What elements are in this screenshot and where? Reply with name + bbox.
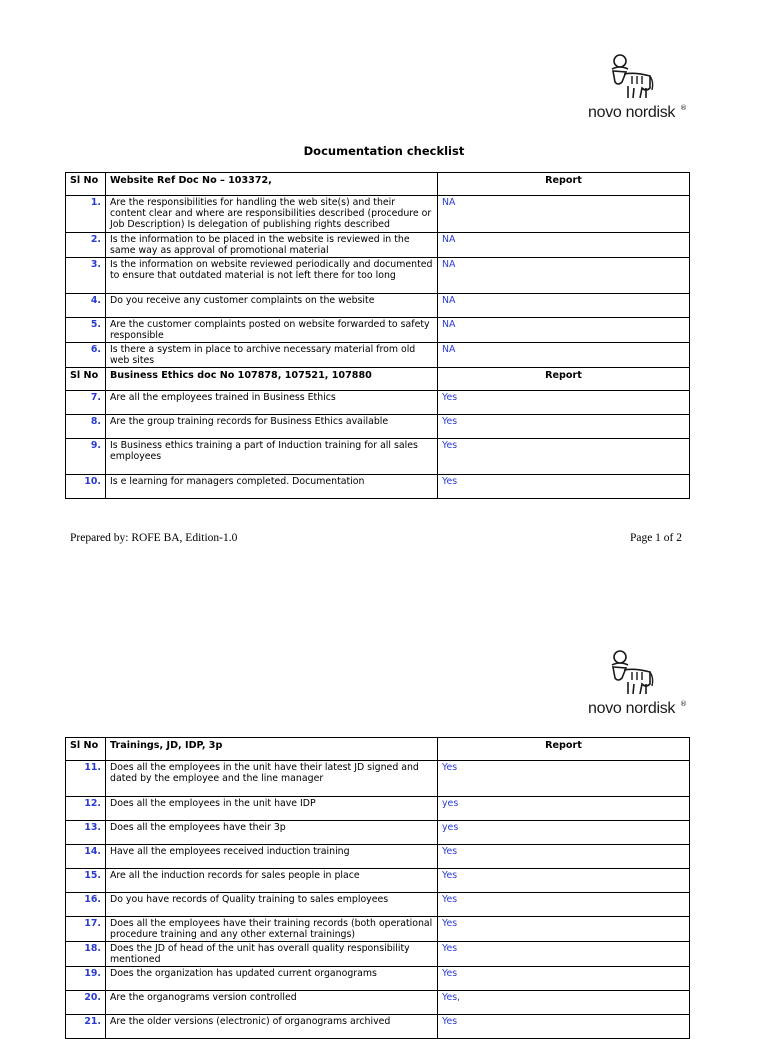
table-row [66,343,690,368]
row-question: Are the responsibilities for handling the web site(s) and their content clear and where are responsibilities described (procedure or Job Description) Is delegation of publishing rights described [106,196,438,233]
table-row [66,1015,690,1039]
row-question: Does all the employees in the unit have IDP [106,797,438,821]
prepared-by: Prepared by: ROFE BA, Edition-1.0 [70,532,238,544]
row-question: Are all the induction records for sales people in place [106,869,438,893]
row-answer: Yes [438,869,690,893]
table-header [66,368,690,391]
table-header [66,173,690,196]
table-row [66,991,690,1015]
row-question: Are the organograms version controlled [106,991,438,1015]
row-question: Does all the employees have their 3p [106,821,438,845]
table-row [66,797,690,821]
row-number: 21. [66,1015,106,1039]
row-answer: NA [438,294,690,318]
sl-no-header: Sl No [66,368,106,391]
row-number: 9. [66,439,106,475]
report-header: Report [438,368,690,391]
row-number: 18. [66,942,106,967]
row-answer: yes [438,821,690,845]
row-answer: Yes [438,845,690,869]
row-number: 11. [66,761,106,797]
row-answer: Yes [438,1015,690,1039]
row-answer: NA [438,258,690,294]
brand-name: novo nordisk [588,700,676,717]
row-number: 13. [66,821,106,845]
row-answer: Yes, [438,991,690,1015]
row-answer: Yes [438,391,690,415]
row-answer: Yes [438,475,690,499]
row-number: 2. [66,233,106,258]
row-answer: Yes [438,415,690,439]
table-row [66,475,690,499]
row-number: 12. [66,797,106,821]
row-question: Are all the employees trained in Business Ethics [106,391,438,415]
sl-no-header: Sl No [66,738,106,761]
row-question: Are the older versions (electronic) of organograms archived [106,1015,438,1039]
novo-nordisk-logo [570,52,694,138]
table-row [66,845,690,869]
row-number: 19. [66,967,106,991]
novo-nordisk-logo [570,648,694,734]
row-number: 8. [66,415,106,439]
row-answer: Yes [438,917,690,942]
row-question: Does the JD of head of the unit has overall quality responsibility mentioned [106,942,438,967]
table-row [66,233,690,258]
row-answer: Yes [438,942,690,967]
row-number: 3. [66,258,106,294]
table-row [66,869,690,893]
row-number: 6. [66,343,106,368]
section-heading: Website Ref Doc No – 103372, [106,173,438,196]
sl-no-header: Sl No [66,173,106,196]
table-row [66,821,690,845]
row-question: Is the information on website reviewed periodically and documented to ensure that outdated material is not left there for too long [106,258,438,294]
row-question: Do you have records of Quality training to sales employees [106,893,438,917]
row-question: Have all the employees received induction training [106,845,438,869]
table-row [66,391,690,415]
table-row [66,318,690,343]
page-title: Documentation checklist [303,144,465,158]
table-row [66,893,690,917]
row-number: 7. [66,391,106,415]
row-answer: NA [438,318,690,343]
row-answer: NA [438,196,690,233]
row-answer: yes [438,797,690,821]
registered-mark: ® [680,104,687,112]
table-row [66,967,690,991]
table-row [66,294,690,318]
report-header: Report [438,173,690,196]
row-answer: NA [438,233,690,258]
section-heading: Business Ethics doc No 107878, 107521, 107880 [106,368,438,391]
row-number: 20. [66,991,106,1015]
row-answer: Yes [438,967,690,991]
row-number: 10. [66,475,106,499]
report-header: Report [438,738,690,761]
apis-bull-icon [606,648,656,700]
row-answer: Yes [438,893,690,917]
table-row [66,439,690,475]
brand-name: novo nordisk [588,104,676,121]
table-row [66,942,690,967]
row-question: Does all the employees in the unit have their latest JD signed and dated by the employee and the line manager [106,761,438,797]
row-question: Does all the employees have their training records (both operational procedure training and any other external trainings) [106,917,438,942]
table-row [66,761,690,797]
row-question: Is the information to be placed in the website is reviewed in the same way as approval of promotional material [106,233,438,258]
row-number: 1. [66,196,106,233]
checklist-table-page2 [65,737,690,1039]
row-answer: Yes [438,761,690,797]
row-question: Does the organization has updated current organograms [106,967,438,991]
row-question: Are the group training records for Business Ethics available [106,415,438,439]
page-number: Page 1 of 2 [629,532,682,544]
row-question: Is e learning for managers completed. Documentation [106,475,438,499]
table-row [66,258,690,294]
table-row [66,196,690,233]
row-number: 15. [66,869,106,893]
row-answer: Yes [438,439,690,475]
section-heading: Trainings, JD, IDP, 3p [106,738,438,761]
row-number: 5. [66,318,106,343]
checklist-table-page1 [65,172,690,499]
row-question: Do you receive any customer complaints on the website [106,294,438,318]
row-question: Is there a system in place to archive necessary material from old web sites [106,343,438,368]
table-row [66,917,690,942]
table-row [66,415,690,439]
row-question: Is Business ethics training a part of Induction training for all sales employees [106,439,438,475]
row-answer: NA [438,343,690,368]
row-number: 14. [66,845,106,869]
registered-mark: ® [680,700,687,708]
row-question: Are the customer complaints posted on website forwarded to safety responsible [106,318,438,343]
row-number: 4. [66,294,106,318]
apis-bull-icon [606,52,656,104]
row-number: 16. [66,893,106,917]
table-header [66,738,690,761]
row-number: 17. [66,917,106,942]
